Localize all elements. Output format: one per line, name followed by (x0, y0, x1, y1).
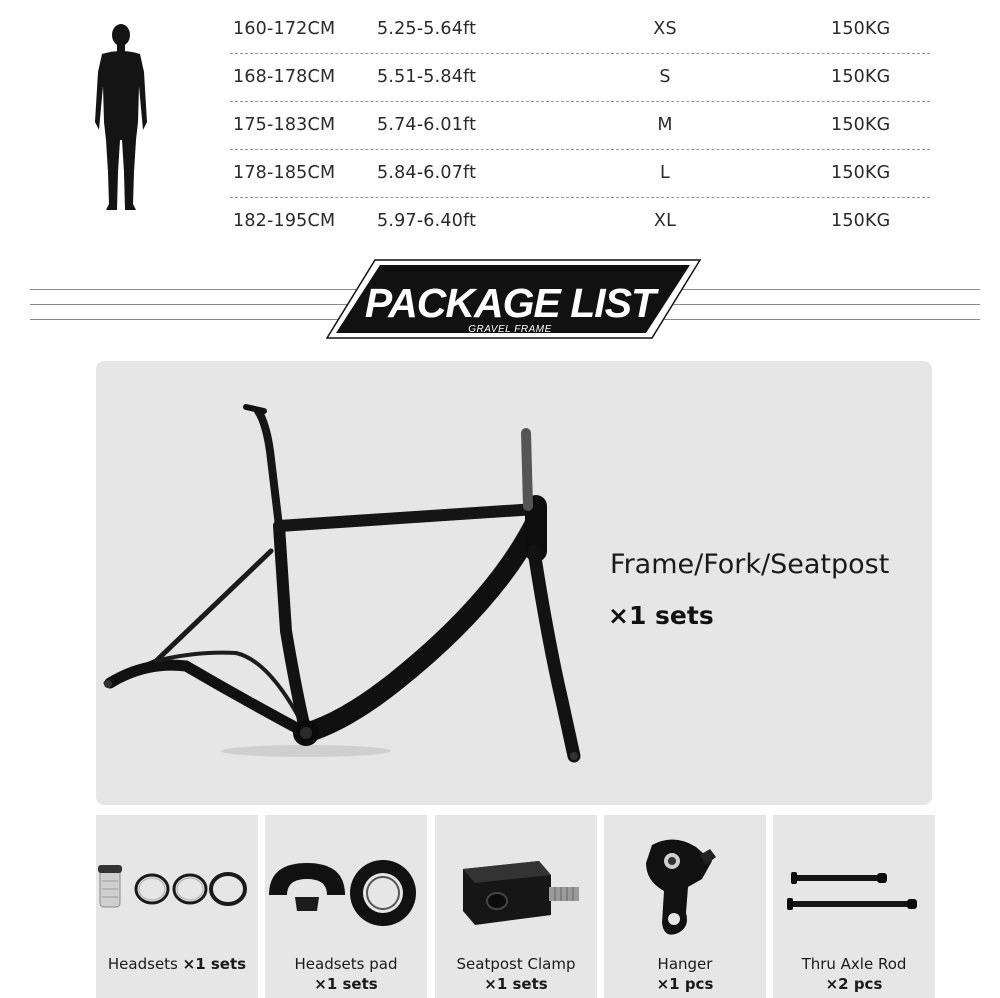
height-cm: 178-185CM (233, 163, 336, 183)
table-row (230, 150, 930, 198)
banner-title: PACKAGE LIST (364, 280, 656, 326)
thru-axle-icon (773, 835, 935, 945)
package-items (96, 815, 936, 998)
item-quantity: ×2 pcs (825, 975, 883, 993)
main-item-name: Frame/Fork/Seatpost (610, 549, 890, 580)
headset-icon (96, 835, 258, 945)
item-name: Hanger (657, 955, 713, 973)
main-item-quantity: ×1 sets (608, 601, 714, 630)
height-cm: 182-195CM (233, 211, 336, 231)
headset-pad-icon (265, 835, 427, 945)
human-silhouette-icon (92, 22, 150, 214)
item-card-hanger (604, 815, 766, 998)
frame-size: S (659, 67, 671, 87)
frame-size: XS (653, 19, 677, 39)
height-ft: 5.74-6.01ft (377, 115, 477, 135)
table-row (230, 198, 930, 245)
item-card-seatpost-clamp (435, 815, 597, 998)
frame-size: XL (653, 211, 677, 231)
height-ft: 5.84-6.07ft (377, 163, 477, 183)
size-chart (0, 0, 1000, 245)
item-quantity: ×1 sets (314, 975, 378, 993)
item-name: Headsets pad (294, 955, 398, 973)
item-label (265, 954, 427, 994)
table-row (230, 54, 930, 102)
banner-subtitle: GRAVEL FRAME (468, 324, 552, 335)
bike-frame-icon (96, 361, 616, 805)
item-card-headsets-pad (265, 815, 427, 998)
max-load: 150KG (831, 115, 891, 135)
item-card-headsets (96, 815, 258, 998)
size-table (230, 6, 930, 245)
item-name: Thru Axle Rod (801, 955, 907, 973)
table-row (230, 6, 930, 54)
main-item-card (96, 361, 932, 805)
height-ft: 5.97-6.40ft (377, 211, 477, 231)
item-label (604, 954, 766, 994)
item-name: Headsets (107, 955, 178, 973)
max-load: 150KG (831, 163, 891, 183)
table-row (230, 102, 930, 150)
height-ft: 5.25-5.64ft (377, 19, 477, 39)
package-list-banner (0, 258, 1000, 340)
item-label (96, 954, 258, 974)
item-quantity: ×1 pcs (656, 975, 714, 993)
item-label (773, 954, 935, 994)
derailleur-hanger-icon (604, 835, 766, 945)
height-cm: 160-172CM (233, 19, 336, 39)
max-load: 150KG (831, 211, 891, 231)
item-label (435, 954, 597, 994)
frame-size: M (657, 115, 673, 135)
max-load: 150KG (831, 67, 891, 87)
item-card-thru-axle (773, 815, 935, 998)
height-cm: 168-178CM (233, 67, 336, 87)
height-ft: 5.51-5.84ft (377, 67, 477, 87)
frame-size: L (660, 163, 670, 183)
seatpost-clamp-icon (435, 835, 597, 945)
item-quantity: ×1 sets (484, 975, 548, 993)
height-cm: 175-183CM (233, 115, 336, 135)
max-load: 150KG (831, 19, 891, 39)
item-quantity: ×1 sets (182, 955, 247, 973)
item-name: Seatpost Clamp (456, 955, 576, 973)
